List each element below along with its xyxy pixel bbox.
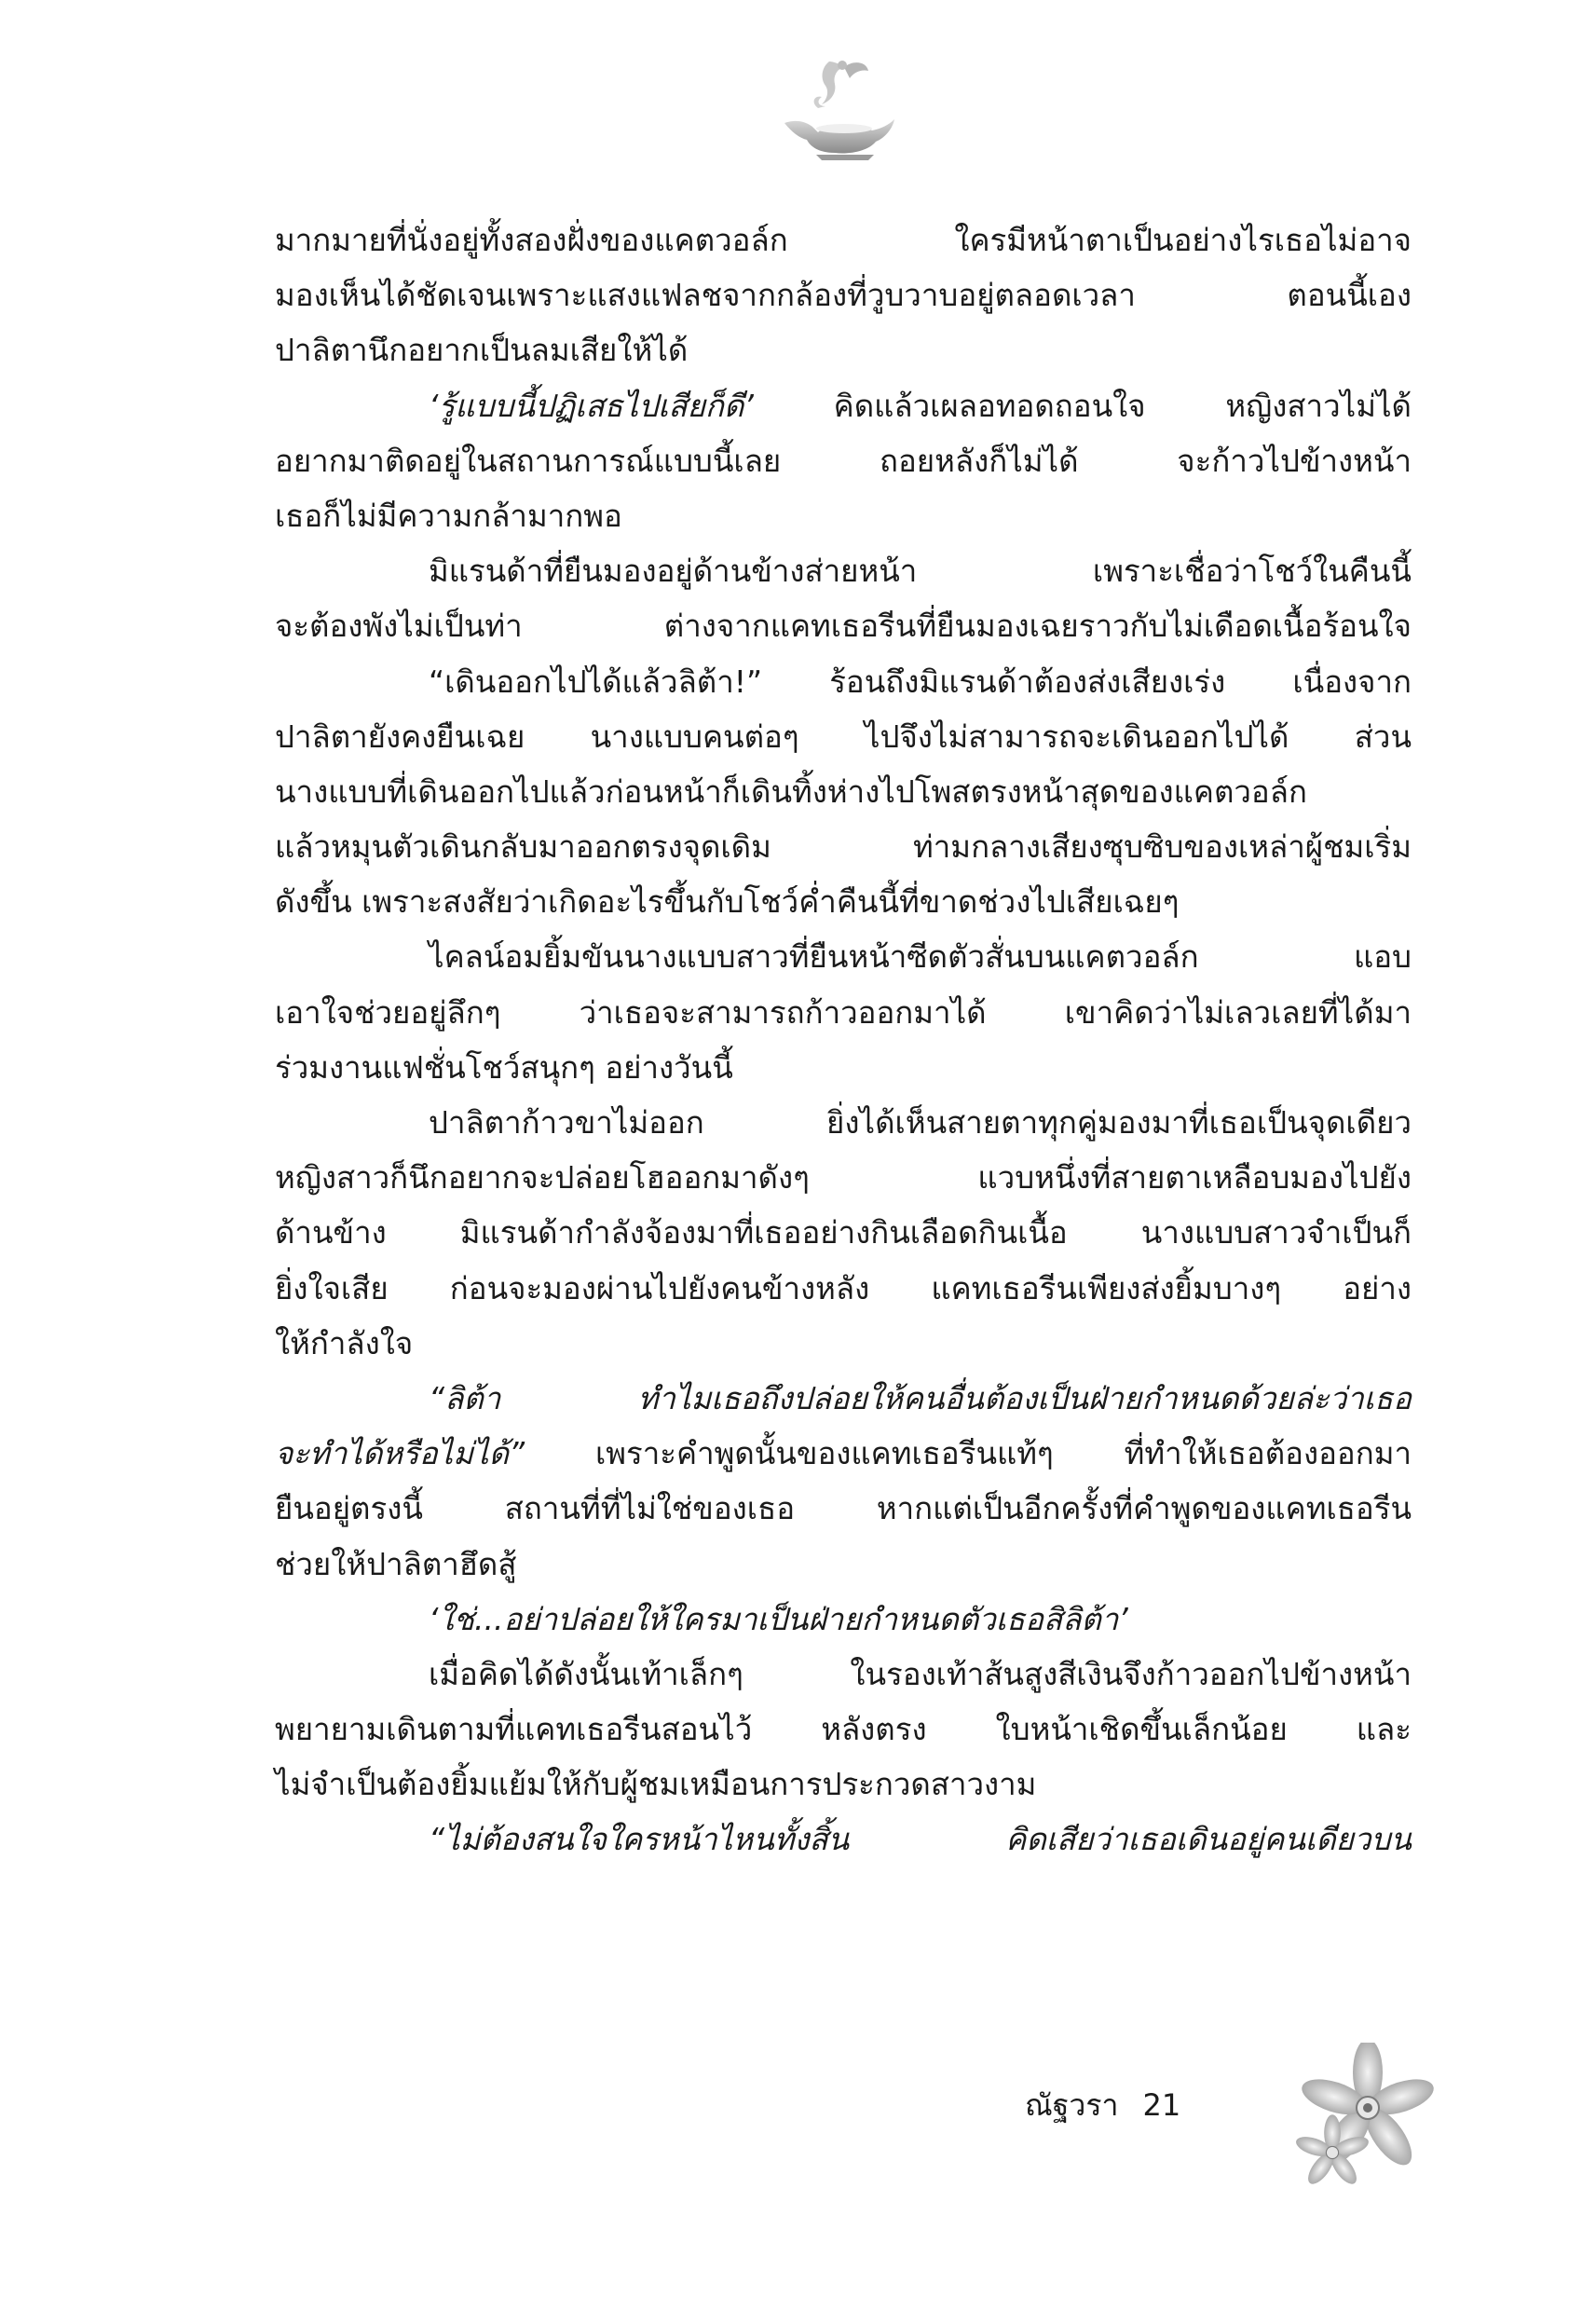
text-line: “ลิต้า ทำไมเธอถึงปล่อยให้คนอื่นต้องเป็นฝ่ายกำหนดด้วยล่ะว่าเธอ — [429, 1379, 1412, 1416]
text-line: ไม่จำเป็นต้องยิ้มแย้มให้กับผู้ชมเหมือนการประกวดสาวงาม — [275, 1766, 1037, 1803]
text-line: อยากมาติดอยู่ในสถานการณ์แบบนี้เลย ถอยหลังก็ไม่ได้ จะก้าวไปข้างหน้า — [275, 442, 1412, 479]
text-line: พยายามเดินตามที่แคทเธอรีนสอนไว้ หลังตรง ใบหน้าเชิดขึ้นเล็กน้อย และ — [275, 1711, 1412, 1748]
italic-phrase: ‘รู้แบบนี้ปฏิเสธไปเสียก็ดี’ — [429, 387, 754, 424]
text-line: ‘ใช่...อย่าปล่อยให้ใครมาเป็นฝ่ายกำหนดตัวเธอสิลิต้า’ — [429, 1600, 1128, 1637]
text-line: มากมายที่นั่งอยู่ทั้งสองฝั่งของแคตวอล์ก ใครมีหน้าตาเป็นอย่างไรเธอไม่อาจ — [275, 222, 1412, 258]
text-line: ให้กำลังใจ — [275, 1324, 414, 1361]
text-line: ปาลิตายังคงยืนเฉย นางแบบคนต่อๆ ไปจึงไม่สามารถจะเดินออกไปได้ ส่วน — [275, 718, 1412, 755]
author-name: ณัฐวรา — [1025, 2087, 1119, 2123]
text-line: เธอก็ไม่มีความกล้ามากพอ — [275, 497, 622, 534]
text-line: แล้วหมุนตัวเดินกลับมาออกตรงจุดเดิม ท่ามกลางเสียงซุบซิบของเหล่าผู้ชมเริ่ม — [275, 828, 1412, 866]
text-line: “ไม่ต้องสนใจใครหน้าไหนทั้งสิ้น คิดเสียว่าเธอเดินอยู่คนเดียวบน — [429, 1821, 1412, 1858]
italic-phrase: จะทำได้หรือไม่ได้” — [275, 1435, 525, 1472]
text-line: ช่วยให้ปาลิตาฮึดสู้ — [275, 1545, 517, 1582]
page-footer — [1025, 2082, 1180, 2129]
text-line: ดังขึ้น เพราะสงสัยว่าเกิดอะไรขึ้นกับโชว์ค่ำคืนนี้ที่ขาดช่วงไปเสียเฉยๆ — [275, 883, 1180, 921]
story-text — [275, 212, 1412, 1867]
teapot-fairy-icon — [764, 54, 913, 166]
text-line: ไคลน์อมยิ้มขันนางแบบสาวที่ยืนหน้าซีดตัวสั่นบนแคตวอล์ก แอบ — [429, 938, 1412, 976]
text-line: ยืนอยู่ตรงนี้ สถานที่ที่ไม่ใช่ของเธอ หากแต่เป็นอีกครั้งที่คำพูดของแคทเธอรีน — [275, 1490, 1412, 1527]
text-line: “เดินออกไปได้แล้วลิต้า!” ร้อนถึงมิแรนด้าต้องส่งเสียงเร่ง เนื่องจาก — [429, 663, 1412, 700]
text-line: หญิงสาวก็นึกอยากจะปล่อยโฮออกมาดังๆ แวบหนึ่งที่สายตาเหลือบมองไปยัง — [275, 1159, 1412, 1197]
text-line: นางแบบที่เดินออกไปแล้วก่อนหน้าก็เดินทิ้งห่างไปโพสตรงหน้าสุดของแคตวอล์ก — [275, 773, 1307, 810]
text-line: เอาใจช่วยอยู่ลึกๆ ว่าเธอจะสามารถก้าวออกมาได้ เขาคิดว่าไม่เลวเลยที่ได้มา — [275, 993, 1412, 1031]
text-line: ร่วมงานแฟชั่นโชว์สนุกๆ อย่างวันนี้ — [275, 1048, 733, 1086]
text-line: ปาลิตาก้าวขาไม่ออก ยิ่งได้เห็นสายตาทุกคู่มองมาที่เธอเป็นจุดเดียว — [429, 1104, 1412, 1141]
text-line: ด้านข้าง มิแรนด้ากำลังจ้องมาที่เธออย่างกินเลือดกินเนื้อ นางแบบสาวจำเป็นก็ — [275, 1214, 1412, 1251]
text-line — [275, 378, 1412, 433]
text-line: เมื่อคิดได้ดังนั้นเท้าเล็กๆ ในรองเท้าส้นสูงสีเงินจึงก้าวออกไปข้างหน้า — [429, 1655, 1412, 1692]
text-line — [275, 1426, 1412, 1481]
text-rest: เพราะคำพูดนั้นของแคทเธอรีนแท้ๆ ที่ทำให้เธอต้องออกมา — [525, 1435, 1412, 1472]
orchid-flower-icon — [1275, 2043, 1452, 2192]
text-line: ยิ่งใจเสีย ก่อนจะมองผ่านไปยังคนข้างหลัง แคทเธอรีนเพียงส่งยิ้มบางๆ อย่าง — [275, 1269, 1412, 1306]
text-line: จะต้องพังไม่เป็นท่า ต่างจากแคทเธอรีนที่ยืนมองเฉยราวกับไม่เดือดเนื้อร้อนใจ — [275, 608, 1412, 645]
text-rest: คิดแล้วเผลอทอดถอนใจ หญิงสาวไม่ได้ — [753, 387, 1412, 424]
page-number: 21 — [1142, 2087, 1181, 2123]
text-line: มองเห็นได้ชัดเจนเพราะแสงแฟลชจากกล้องที่วูบวาบอยู่ตลอดเวลา ตอนนี้เอง — [275, 277, 1412, 314]
text-line: ปาลิตานึกอยากเป็นลมเสียให้ได้ — [275, 332, 689, 369]
text-line: มิแรนด้าที่ยืนมองอยู่ด้านข้างส่ายหน้า เพราะเชื่อว่าโชว์ในคืนนี้ — [429, 553, 1412, 590]
